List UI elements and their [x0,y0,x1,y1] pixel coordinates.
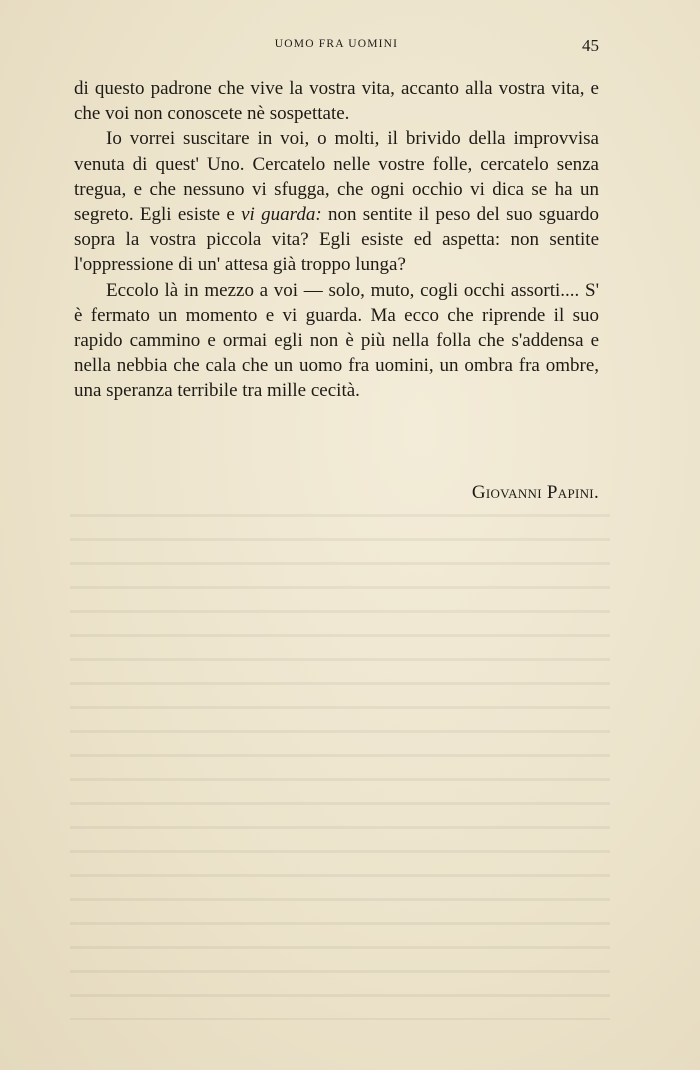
body-text [74,76,599,404]
reverse-page-show-through [70,500,610,1020]
running-title: UOMO FRA UOMINI [274,38,399,50]
paragraph-2 [74,126,599,277]
paragraph-2-part-a: Io vorrei suscitare in voi, o molti, il brivido della improvvisa venuta di quest' Uno. Cercatelo nelle vostre folle, cercatelo senza tregua, e che nessuno vi sfugga, che ogni occhio vi dica se ha un segreto. Egli esiste e [74,128,599,226]
paragraph-3: Eccolo là in mezzo a voi — solo, muto, cogli occhi assorti.... S' è fermato un momento e vi guarda. Ma ecco che riprende il suo rapido cammino e ormai egli non è più nella folla che s'addensa e nella nebbia che cala che un uomo fra uomini, un ombra fra ombre, una speranza terribile tra mille cecità. [74,279,599,402]
paragraph-2-emphasis: vi guarda: [241,204,322,226]
page-number: 45 [582,36,599,55]
author-signature: Giovanni Papini. [471,482,599,503]
paragraph-2-part-b: non sentite il peso del suo sguardo sopra la vostra piccola vita? Egli esiste ed aspetta: non sentite l'oppressione di un' attesa già troppo lunga? [74,204,599,276]
paragraph-1: di questo padrone che vive la vostra vita, accanto alla vostra vita, e che voi non conoscete nè sospettate. [74,78,599,125]
page-header [74,36,599,56]
